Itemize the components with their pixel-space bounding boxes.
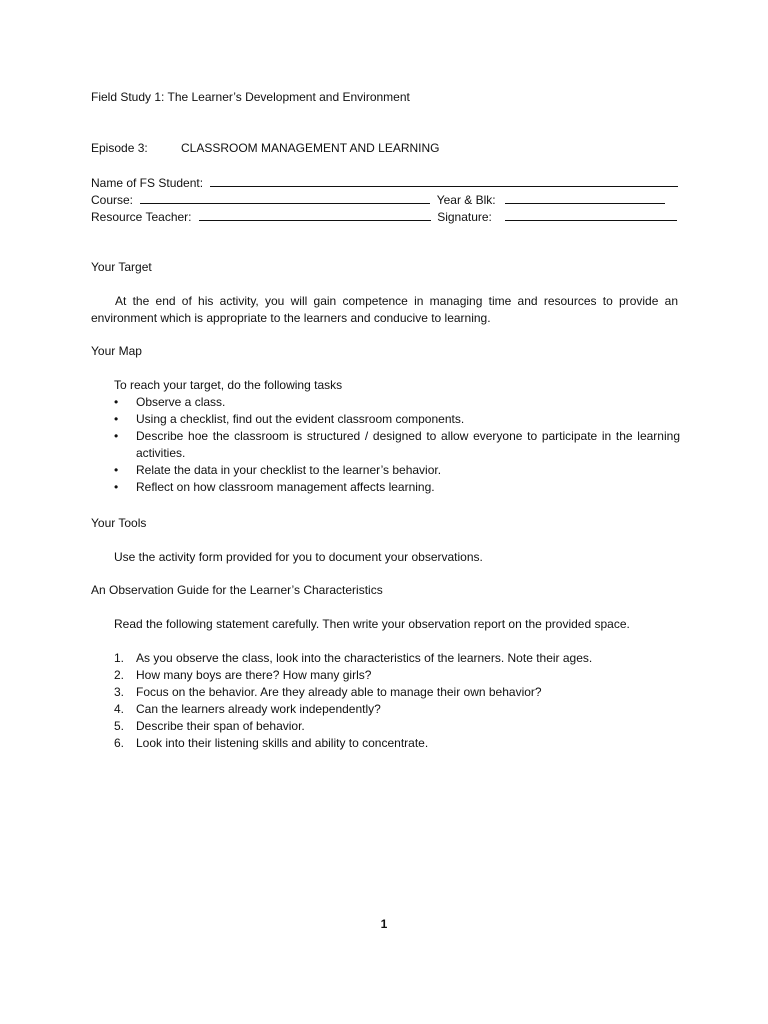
- list-item: • Describe hoe the classroom is structured / designed to allow everyone to participate in the learning activities.: [114, 429, 680, 460]
- resource-teacher-label: Resource Teacher:: [91, 210, 192, 224]
- map-heading: Your Map: [91, 344, 142, 358]
- list-item: 6. Look into their listening skills and ability to concentrate.: [114, 736, 429, 750]
- guide-question-list: [114, 650, 680, 752]
- resource-teacher-row: [91, 208, 677, 226]
- episode-title: CLASSROOM MANAGEMENT AND LEARNING: [181, 141, 440, 155]
- page-number: 1: [380, 917, 388, 931]
- bullet-icon: •: [114, 429, 119, 443]
- guide-intro: Read the following statement carefully. Then write your observation report on the provided space.: [114, 617, 630, 631]
- course-label: Course:: [91, 193, 134, 207]
- list-item: • Reflect on how classroom management affects learning.: [114, 480, 435, 494]
- year-blk-line[interactable]: [505, 191, 665, 204]
- list-item: 1. As you observe the class, look into the characteristics of the learners. Note their ages.: [114, 651, 593, 665]
- target-paragraph: At the end of his activity, you will gain competence in managing time and resources to provide an environment which is appropriate to the learners and conducive to learning.: [91, 294, 678, 325]
- signature-label: Signature:: [437, 210, 492, 224]
- year-blk-label: Year & Blk:: [436, 193, 496, 207]
- bullet-icon: •: [114, 395, 119, 409]
- map-intro: To reach your target, do the following tasks: [114, 378, 343, 392]
- list-item: 2. How many boys are there? How many girls?: [114, 668, 372, 682]
- list-item: 5. Describe their span of behavior.: [114, 719, 305, 733]
- list-item: 4. Can the learners already work independently?: [114, 702, 381, 716]
- student-name-label: Name of FS Student:: [91, 176, 204, 190]
- target-heading: Your Target: [91, 260, 152, 274]
- signature-line[interactable]: [505, 208, 677, 221]
- list-item: • Observe a class.: [114, 395, 226, 409]
- bullet-icon: •: [114, 463, 119, 477]
- resource-teacher-line[interactable]: [199, 208, 431, 221]
- guide-heading: An Observation Guide for the Learner’s Characteristics: [91, 583, 383, 597]
- document-title: Field Study 1: The Learner’s Development and Environment: [91, 90, 410, 104]
- map-task-list: [114, 394, 680, 496]
- tools-heading: Your Tools: [91, 516, 147, 530]
- student-name-line[interactable]: [210, 174, 678, 187]
- list-item: 3. Focus on the behavior. Are they already able to manage their own behavior?: [114, 685, 542, 699]
- bullet-icon: •: [114, 412, 119, 426]
- course-line[interactable]: [140, 191, 430, 204]
- list-item: • Using a checklist, find out the evident classroom components.: [114, 412, 465, 426]
- bullet-icon: •: [114, 480, 119, 494]
- list-item: • Relate the data in your checklist to the learner’s behavior.: [114, 463, 442, 477]
- episode-label: Episode 3:: [91, 141, 148, 155]
- student-name-row: [91, 174, 678, 192]
- tools-paragraph: Use the activity form provided for you to document your observations.: [114, 550, 483, 564]
- course-row: [91, 191, 665, 209]
